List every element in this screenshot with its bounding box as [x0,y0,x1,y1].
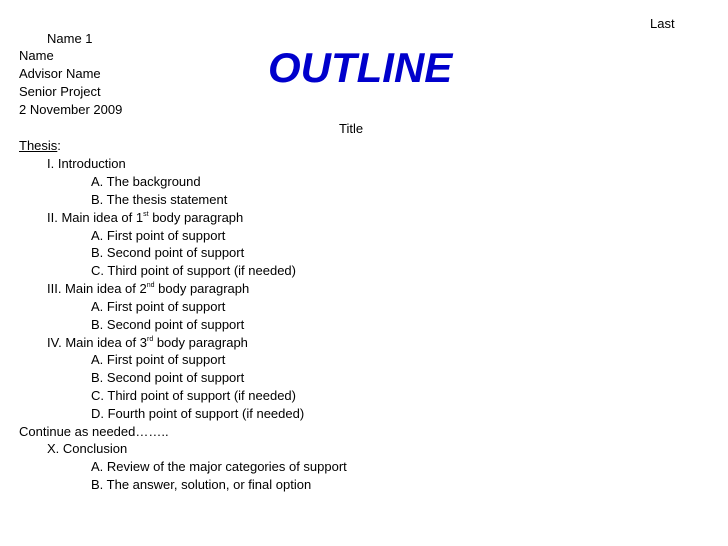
outline-subitem: B. Second point of support [91,245,245,260]
outline-item-text: body paragraph [154,281,250,296]
outline-subitem: B. Second point of support [91,317,245,332]
outline-subitem: A. First point of support [91,299,226,314]
ordinal-suffix: nd [146,282,155,289]
outline-subitem: C. Third point of support (if needed) [91,388,296,403]
thesis-line [19,138,61,154]
outline-item-text: body paragraph [153,335,248,350]
outline-subitem: A. First point of support [91,228,226,243]
outline-subitem: B. The answer, solution, or final option [91,477,312,492]
page-title: OUTLINE [268,44,453,91]
outline-subitem: B. Second point of support [91,370,245,385]
outline-item-text: IV. Main idea of 3 [47,335,147,350]
outline-subitem: A. Review of the major categories of support [91,459,347,474]
header-name-indented: Name 1 [47,31,93,46]
header-advisor: Advisor Name [19,66,101,81]
outline-item-text: II. Main idea of 1 [47,210,144,225]
outline-item-body-2 [47,281,249,297]
header-course: Senior Project [19,84,101,99]
header-last-name: Last [650,16,675,31]
outline-subitem: A. The background [91,174,201,189]
outline-item-text: body paragraph [148,210,244,225]
paper-title: Title [339,121,364,136]
outline-item-text: III. Main idea of 2 [47,281,147,296]
ordinal-suffix: rd [146,336,154,343]
outline-item-conclusion: X. Conclusion [47,441,128,456]
outline-subitem: C. Third point of support (if needed) [91,263,296,278]
outline-subitem: D. Fourth point of support (if needed) [91,406,305,421]
continue-note: Continue as needed…….. [19,424,169,439]
outline-item-body-1 [47,210,243,226]
thesis-colon: : [57,138,61,153]
outline-item-introduction: I. Introduction [47,156,126,171]
ordinal-suffix: st [143,211,149,218]
header-name: Name [19,48,54,63]
header-date: 2 November 2009 [19,102,123,117]
thesis-label: Thesis [19,138,58,153]
outline-item-body-3 [47,335,248,351]
outline-subitem: A. First point of support [91,352,226,367]
outline-subitem: B. The thesis statement [91,192,228,207]
